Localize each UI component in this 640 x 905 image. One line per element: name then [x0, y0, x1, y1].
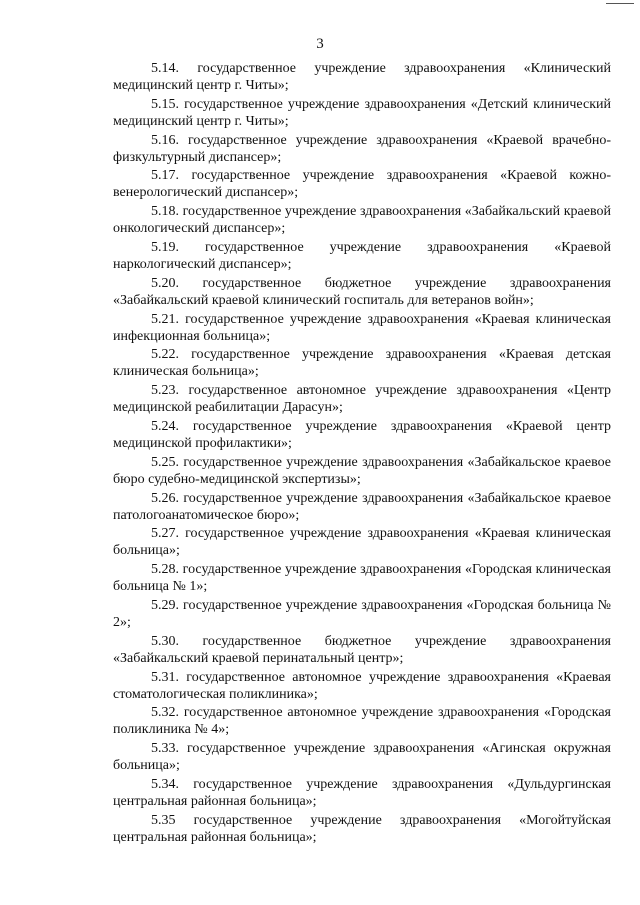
- list-item: 5.30. государственное бюджетное учреждение здравоохранения «Забайкальский краевой перинатальный центр»;: [113, 633, 611, 666]
- list-item: 5.20. государственное бюджетное учреждение здравоохранения «Забайкальский краевой клинический госпиталь для ветеранов войн»;: [113, 275, 611, 308]
- document-body: [113, 60, 611, 848]
- list-item: 5.22. государственное учреждение здравоохранения «Краевая детская клиническая больница»;: [113, 347, 611, 380]
- list-item: 5.24. государственное учреждение здравоохранения «Краевой центр медицинской профилактики»;: [113, 418, 611, 451]
- list-item: 5.31. государственное автономное учреждение здравоохранения «Краевая стоматологическая поликлиника»;: [113, 669, 611, 702]
- list-item: 5.28. государственное учреждение здравоохранения «Городская клиническая больница № 1»;: [113, 562, 611, 595]
- list-item: 5.14. государственное учреждение здравоохранения «Клинический медицинский центр г. Читы»;: [113, 61, 611, 93]
- list-item: 5.21. государственное учреждение здравоохранения «Краевая клиническая инфекционная больница»;: [113, 311, 611, 344]
- list-item: 5.35 государственное учреждение здравоохранения «Могойтуйская центральная районная больница»;: [113, 812, 611, 845]
- page-number: 3: [316, 36, 324, 52]
- list-item: 5.27. государственное учреждение здравоохранения «Краевая клиническая больница»;: [113, 526, 611, 559]
- list-item: 5.26. государственное учреждение здравоохранения «Забайкальское краевое патологоанатомическое бюро»;: [113, 490, 611, 523]
- list-item: 5.17. государственное учреждение здравоохранения «Краевой кожно-венерологический диспансер»;: [113, 168, 611, 201]
- list-item: 5.32. государственное автономное учреждение здравоохранения «Городская поликлиника № 4»;: [113, 705, 611, 738]
- list-item: 5.34. государственное учреждение здравоохранения «Дульдургинская центральная районная больница»;: [113, 776, 611, 809]
- scan-corner-mark: [606, 3, 634, 4]
- list-item: 5.16. государственное учреждение здравоохранения «Краевой врачебно-физкультурный диспансер»;: [113, 132, 611, 165]
- list-item: 5.33. государственное учреждение здравоохранения «Агинская окружная больница»;: [113, 741, 611, 774]
- list-item: 5.15. государственное учреждение здравоохранения «Детский клинический медицинский центр г. Читы»;: [113, 96, 611, 129]
- list-item: 5.29. государственное учреждение здравоохранения «Городская больница № 2»;: [113, 597, 611, 630]
- list-item: 5.18. государственное учреждение здравоохранения «Забайкальский краевой онкологический диспансер»;: [113, 204, 611, 237]
- list-item: 5.19. государственное учреждение здравоохранения «Краевой наркологический диспансер»;: [113, 239, 611, 272]
- list-item: 5.25. государственное учреждение здравоохранения «Забайкальское краевое бюро судебно-медицинской экспертизы»;: [113, 454, 611, 487]
- list-item: 5.23. государственное автономное учреждение здравоохранения «Центр медицинской реабилитации Дарасун»;: [113, 383, 611, 416]
